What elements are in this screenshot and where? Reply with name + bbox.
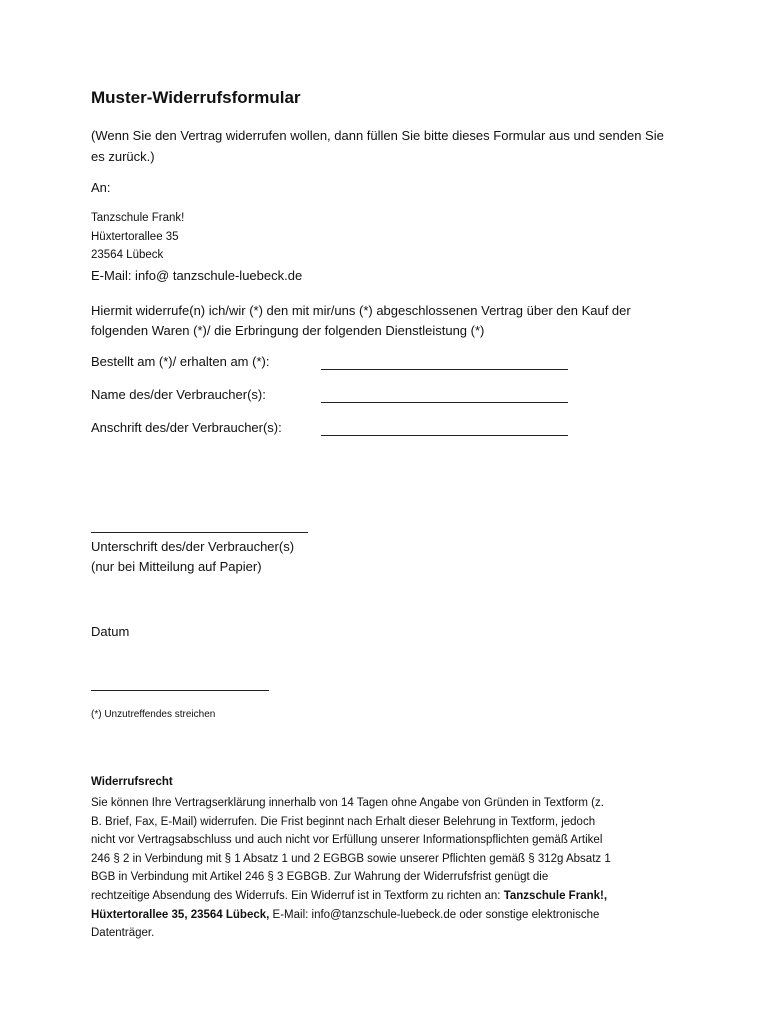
footnote: (*) Unzutreffendes streichen xyxy=(91,709,216,720)
recipient-street: Hüxtertorallee 35 xyxy=(91,231,179,243)
signature-note: (nur bei Mitteilung auf Papier) xyxy=(91,559,262,574)
withdrawal-right-text xyxy=(91,794,681,943)
date-label: Datum xyxy=(91,624,130,639)
consumer-name-label: Name des/der Verbraucher(s): xyxy=(91,387,266,402)
recipient-address-bold: Hüxtertorallee 35, 23564 Lübeck, xyxy=(91,908,270,921)
ordered-date-label: Bestellt am (*)/ erhalten am (*): xyxy=(91,354,270,369)
withdrawal-text-line: 246 § 2 in Verbindung mit § 1 Absatz 1 und 2 EGBGB sowie unserer Pflichten gemäß § 312g Absatz 1 xyxy=(91,852,611,865)
withdrawal-text-line: Datenträger. xyxy=(91,927,155,940)
date-line[interactable] xyxy=(91,690,269,691)
withdrawal-text-line xyxy=(91,906,681,925)
to-label: An: xyxy=(91,180,111,195)
revocation-statement: Hiermit widerrufe(n) ich/wir (*) den mit mir/uns (*) abgeschlossenen Vertrag über den Kauf der folgenden Waren (*)/ die Erbringung der folgenden Dienstleistung (*) xyxy=(91,303,631,338)
signature-line[interactable] xyxy=(91,532,308,533)
recipient-name-bold: Tanzschule Frank!, xyxy=(503,889,608,902)
ordered-date-field-line[interactable] xyxy=(321,369,568,370)
withdrawal-right-heading: Widerrufsrecht xyxy=(91,776,173,788)
withdrawal-text-line: B. Brief, Fax, E-Mail) widerrufen. Die Frist beginnt nach Erhalt dieser Belehrung in Textform, jedoch xyxy=(91,815,596,828)
withdrawal-text-segment: E-Mail: info@tanzschule-luebeck.de oder sonstige elektronische xyxy=(269,908,600,921)
signature-label: Unterschrift des/der Verbraucher(s) xyxy=(91,539,295,554)
form-title: Muster-Widerrufsformular xyxy=(91,88,301,107)
consumer-address-label: Anschrift des/der Verbraucher(s): xyxy=(91,420,282,435)
withdrawal-text-line xyxy=(91,887,681,906)
consumer-name-field-line[interactable] xyxy=(321,402,568,403)
recipient-city: 23564 Lübeck xyxy=(91,249,164,261)
recipient-email: E-Mail: info@ tanzschule-luebeck.de xyxy=(91,268,303,283)
recipient-name: Tanzschule Frank! xyxy=(91,212,185,224)
withdrawal-text-line: BGB in Verbindung mit Artikel 246 § 3 EGBGB. Zur Wahrung der Widerrufsfrist genügt die xyxy=(91,871,549,884)
withdrawal-text-line: nicht vor Vertragsabschluss und auch nicht vor Erfüllung unserer Informationspflichten gemäß Artikel xyxy=(91,834,603,847)
intro-text: (Wenn Sie den Vertrag widerrufen wollen, dann füllen Sie bitte dieses Formular aus und senden Sie es zurück.) xyxy=(91,128,664,164)
consumer-address-field-line[interactable] xyxy=(321,435,568,436)
withdrawal-text-segment: rechtzeitige Absendung des Widerrufs. Ein Widerruf ist in Textform zu richten an: xyxy=(91,889,504,902)
withdrawal-text-line: Sie können Ihre Vertragserklärung innerhalb von 14 Tagen ohne Angabe von Gründen in Textform (z. xyxy=(91,797,604,809)
